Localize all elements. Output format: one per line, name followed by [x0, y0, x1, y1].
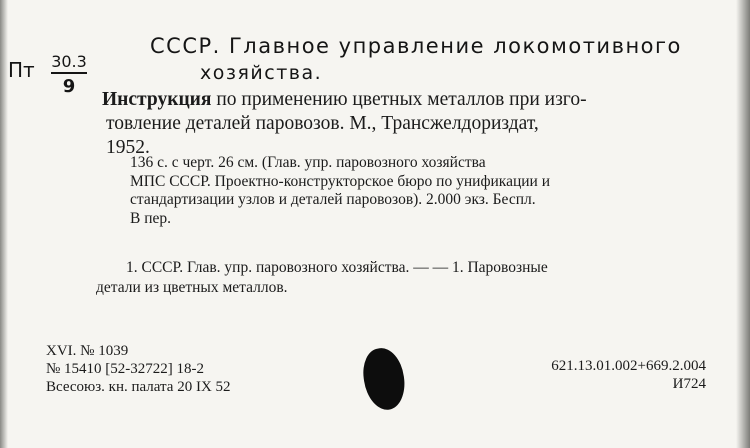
handwritten-heading-line1: СССР. Главное управление локомотивного — [150, 34, 682, 58]
footer-left — [46, 342, 231, 396]
classification-code: 621.13.01.002+669.2.004 — [551, 358, 706, 374]
shelf-mark-prefix: Пт — [8, 58, 35, 82]
entry-title-line3: 1952. — [106, 137, 150, 158]
shelf-mark-number — [50, 52, 88, 97]
collation-line2: МПС СССР. Проектно-конструкторское бюро по унификации и — [130, 172, 551, 190]
footer-left-line1: XVI. № 1039 — [46, 343, 129, 359]
tracing-line2: детали из цветных металлов. — [96, 279, 288, 296]
collation-line4: В пер. — [130, 209, 172, 227]
footer-left-line2: № 15410 [52-32722] 18-2 — [46, 361, 205, 377]
footer-right — [551, 357, 706, 393]
entry-title-bold: Инструкция — [102, 89, 212, 110]
collation-block — [130, 154, 710, 228]
entry-title-rest: по применению цветных металлов при изго- — [211, 89, 587, 110]
scan-edge-left — [0, 0, 8, 448]
scan-edge-right — [736, 0, 750, 448]
footer-left-line3: Всесоюз. кн. палата 20 IX 52 — [46, 379, 231, 395]
entry-title-line2: товление деталей паровозов. М., Трансжелдориздат, — [106, 113, 539, 134]
entry-title-line1 — [102, 88, 714, 112]
handwritten-heading-line2: хозяйства. — [200, 62, 323, 84]
ink-blot — [360, 346, 408, 413]
subject-tracing — [96, 258, 716, 298]
card-index-code: И724 — [672, 376, 706, 392]
shelf-mark-denominator: 9 — [62, 75, 76, 97]
collation-line3: стандартизации узлов и деталей паровозов). 2.000 экз. Беспл. — [130, 191, 536, 208]
shelf-mark-numerator: 30.3 — [51, 52, 87, 71]
tracing-line1: 1. СССР. Глав. упр. паровозного хозяйства. — — 1. Паровозные — [126, 259, 548, 276]
entry-title — [102, 88, 714, 160]
collation-line1: 136 с. с черт. 26 см. (Глав. упр. паровозного хозяйства — [130, 154, 486, 171]
shelf-mark-fraction-line — [51, 72, 87, 74]
